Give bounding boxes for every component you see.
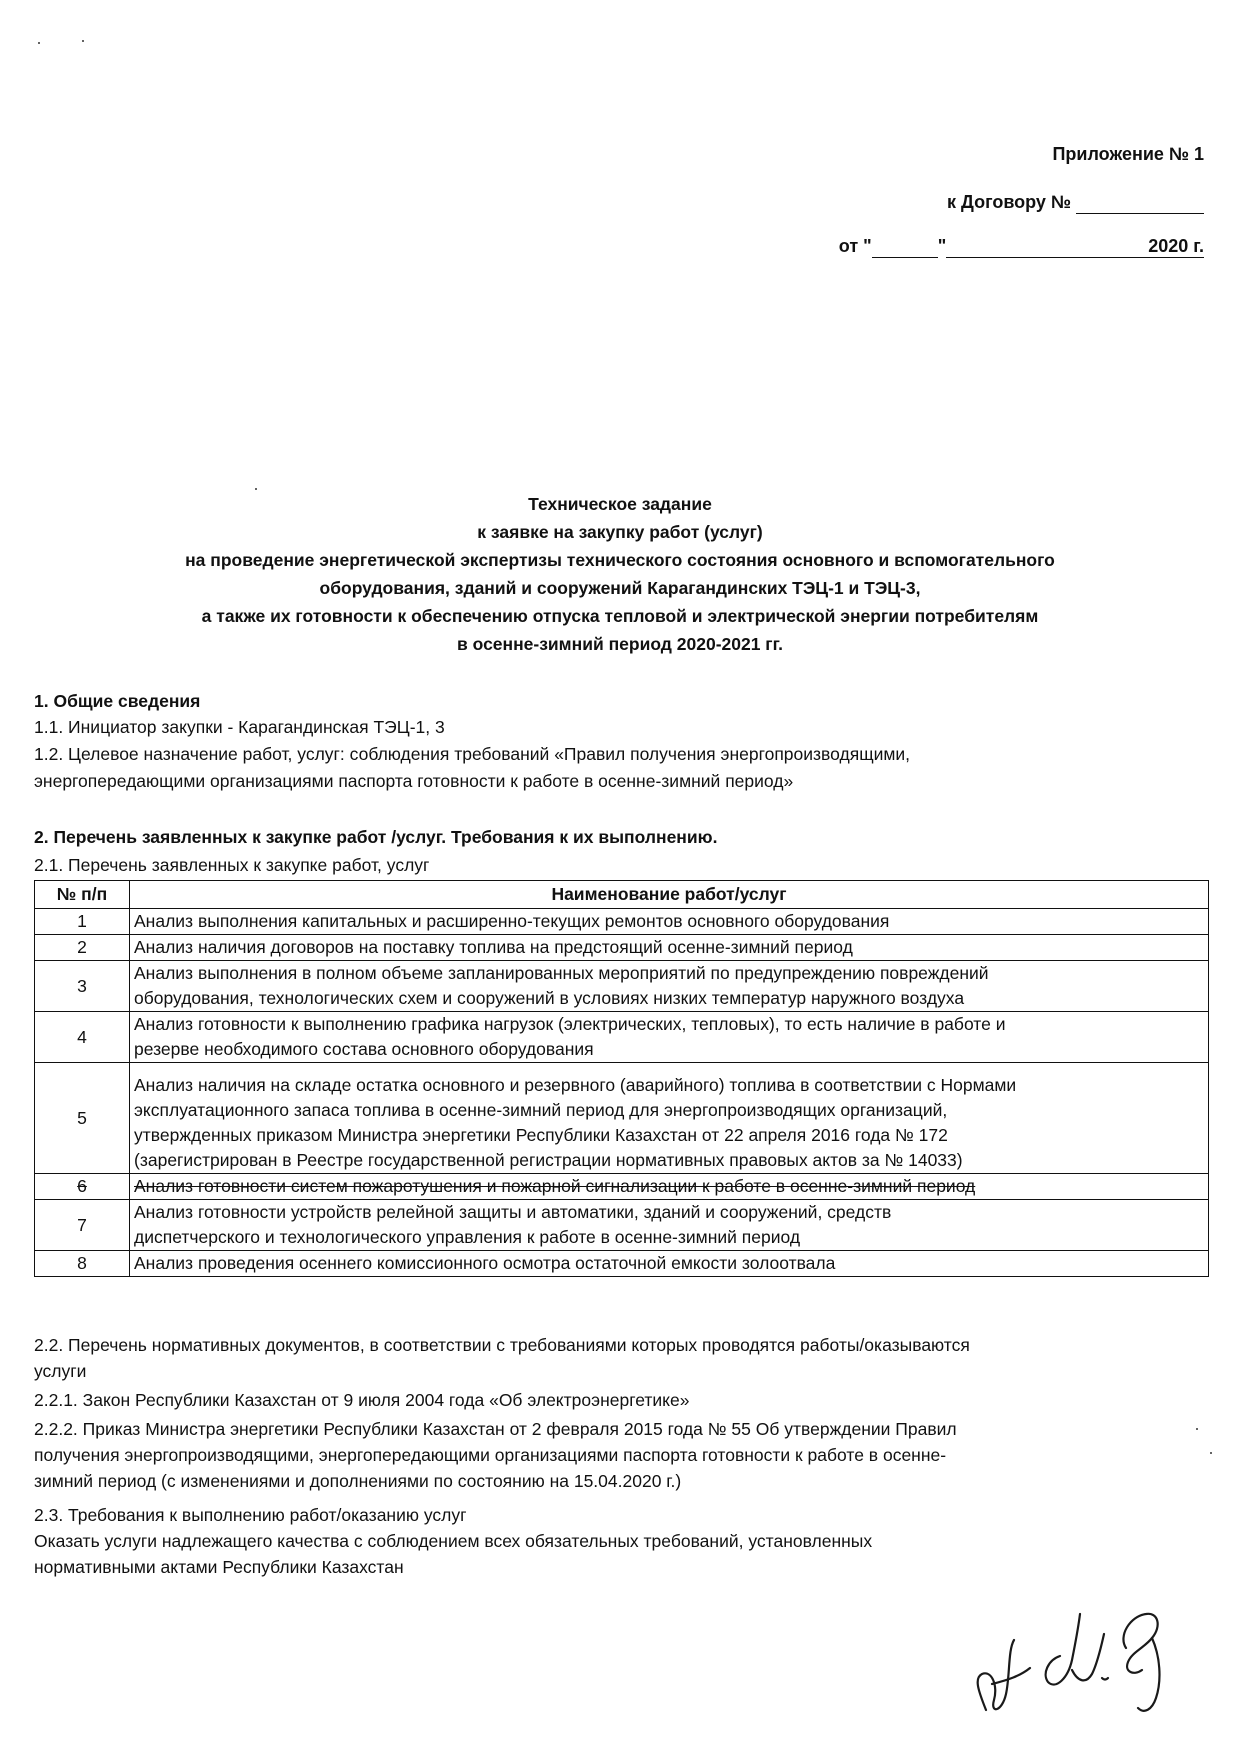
row-number [35,1012,130,1063]
section-2-2-2-cont1: получения энергопроизводящими, энергопередающими организациями паспорта готовности к работе в осенне- [34,1445,947,1465]
row-name-line: Анализ выполнения в полном объеме запланированных мероприятий по предупреждению повреждений [134,963,989,983]
contract-line [947,192,1204,214]
table-row [35,1063,1209,1174]
table-header-row [35,881,1209,909]
row-name [130,909,1209,935]
table-row [35,909,1209,935]
row-name [130,935,1209,961]
appendix-label: Приложение № 1 [1052,144,1204,164]
row-name-line: Анализ готовности систем пожаротушения и пожарной сигнализации к работе в осенне-зимний период [134,1176,976,1196]
row-number-text: 3 [77,975,87,996]
row-name [130,1063,1209,1174]
section-2-2-2: 2.2.2. Приказ Министра энергетики Республики Казахстан от 2 февраля 2015 года № 55 Об утверждении Правил [34,1419,957,1439]
section-2-1: 2.1. Перечень заявленных к закупке работ, услуг [34,855,430,875]
section-2-2-2-cont2: зимний период (с изменениями и дополнениями по состоянию на 15.04.2020 г.) [34,1471,682,1491]
section-2-heading: 2. Перечень заявленных к закупке работ /услуг. Требования к их выполнению. [34,827,718,847]
handwritten-signature [968,1590,1208,1720]
row-number [35,1063,130,1174]
row-number [35,935,130,961]
row-name-line: Анализ готовности устройств релейной защиты и автоматики, зданий и сооружений, средств [134,1202,892,1222]
row-name-line: эксплуатационного запаса топлива в осенне-зимний период для энергопроизводящих организаций, [134,1100,948,1120]
row-name-line: Анализ проведения осеннего комиссионного осмотра остаточной емкости золоотвала [134,1253,836,1273]
section-2-3: 2.3. Требования к выполнению работ/оказанию услуг [34,1505,467,1525]
table-row [35,1012,1209,1063]
column-header-name: Наименование работ/услуг [130,881,1209,909]
row-name [130,1174,1209,1200]
title-line: на проведение энергетической экспертизы технического состояния основного и вспомогательного [185,550,1055,570]
table-row [35,935,1209,961]
works-table [34,880,1209,1277]
row-number-text: 1 [77,911,87,931]
section-1-2-cont: энергопередающими организациями паспорта готовности к работе в осенне-зимний период» [34,771,794,791]
row-name [130,1251,1209,1277]
row-name-line: Анализ наличия на складе остатка основного и резервного (аварийного) топлива в соответствии с Нормами [134,1075,1017,1095]
date-line [839,236,1204,258]
row-name-line: Анализ наличия договоров на поставку топлива на предстоящий осенне-зимний период [134,937,853,957]
section-2-2-cont: услуги [34,1361,87,1381]
scan-speck [38,42,40,44]
table-row [35,1251,1209,1277]
row-number [35,1251,130,1277]
day-blank [872,236,938,258]
row-name [130,1012,1209,1063]
section-2-3-text: Оказать услуги надлежащего качества с соблюдением всех обязательных требований, установленных [34,1531,873,1551]
row-number-text: 2 [77,937,87,957]
scan-speck [1196,1428,1198,1430]
row-number [35,1174,130,1200]
title-line: в осенне-зимний период 2020-2021 гг. [456,634,783,654]
table-row [35,961,1209,1012]
section-2-2-1: 2.2.1. Закон Республики Казахстан от 9 июля 2004 года «Об электроэнергетике» [34,1390,690,1410]
row-name [130,1200,1209,1251]
row-number [35,961,130,1012]
table-row [35,1174,1209,1200]
table-row [35,1200,1209,1251]
title-line: к заявке на закупку работ (услуг) [477,522,763,542]
row-number [35,1200,130,1251]
row-name-line: резерве необходимого состава основного оборудования [134,1039,594,1059]
section-1-2: 1.2. Целевое назначение работ, услуг: соблюдения требований «Правил получения энергопроизводящими, [34,744,911,764]
column-header-number: № п/п [35,881,130,909]
row-name-line: диспетчерского и технологического управления к работе в осенне-зимний период [134,1227,801,1247]
title-line: а также их готовности к обеспечению отпуска тепловой и электрической энергии потребителям [201,606,1039,626]
row-number-text: 8 [77,1253,87,1273]
scan-speck [1210,1452,1212,1454]
date-mid: " [937,236,947,256]
title-line: оборудования, зданий и сооружений Карагандинских ТЭЦ-1 и ТЭЦ-3, [319,578,921,598]
row-number [35,909,130,935]
contract-label: к Договору № [947,192,1071,212]
row-name-line: Анализ выполнения капитальных и расширенно-текущих ремонтов основного оборудования [134,911,890,931]
document-title [40,490,1200,658]
table-body [35,909,1209,1277]
row-name-line: оборудования, технологических схем и сооружений в условиях низких температур наружного воздуха [134,988,965,1008]
row-name [130,961,1209,1012]
section-1-1: 1.1. Инициатор закупки - Карагандинская ТЭЦ-1, 3 [34,717,445,737]
row-number-text: 4 [77,1026,87,1047]
row-number-text: 6 [77,1176,87,1196]
section-2-2: 2.2. Перечень нормативных документов, в соответствии с требованиями которых проводятся работы/оказываются [34,1335,970,1355]
row-name-line: утвержденных приказом Министра энергетики Республики Казахстан от 22 апреля 2016 года № 172 [134,1125,948,1145]
contract-number-blank [1076,192,1204,214]
date-year: 2020 г. [1148,236,1204,256]
title-line: Техническое задание [528,494,712,514]
section-1-heading: 1. Общие сведения [34,691,201,711]
row-number-text: 5 [77,1107,87,1128]
row-name-line: (зарегистрирован в Реестре государственной регистрации нормативных правовых актов за № 14033) [134,1150,963,1170]
date-prefix: от " [838,236,872,256]
row-number-text: 7 [77,1214,87,1235]
month-blank [946,236,1148,258]
row-name-line: Анализ готовности к выполнению графика нагрузок (электрических, тепловых), то есть наличие в работе и [134,1014,1006,1034]
scan-speck [82,40,84,42]
section-2-3-text-cont: нормативными актами Республики Казахстан [34,1557,404,1577]
